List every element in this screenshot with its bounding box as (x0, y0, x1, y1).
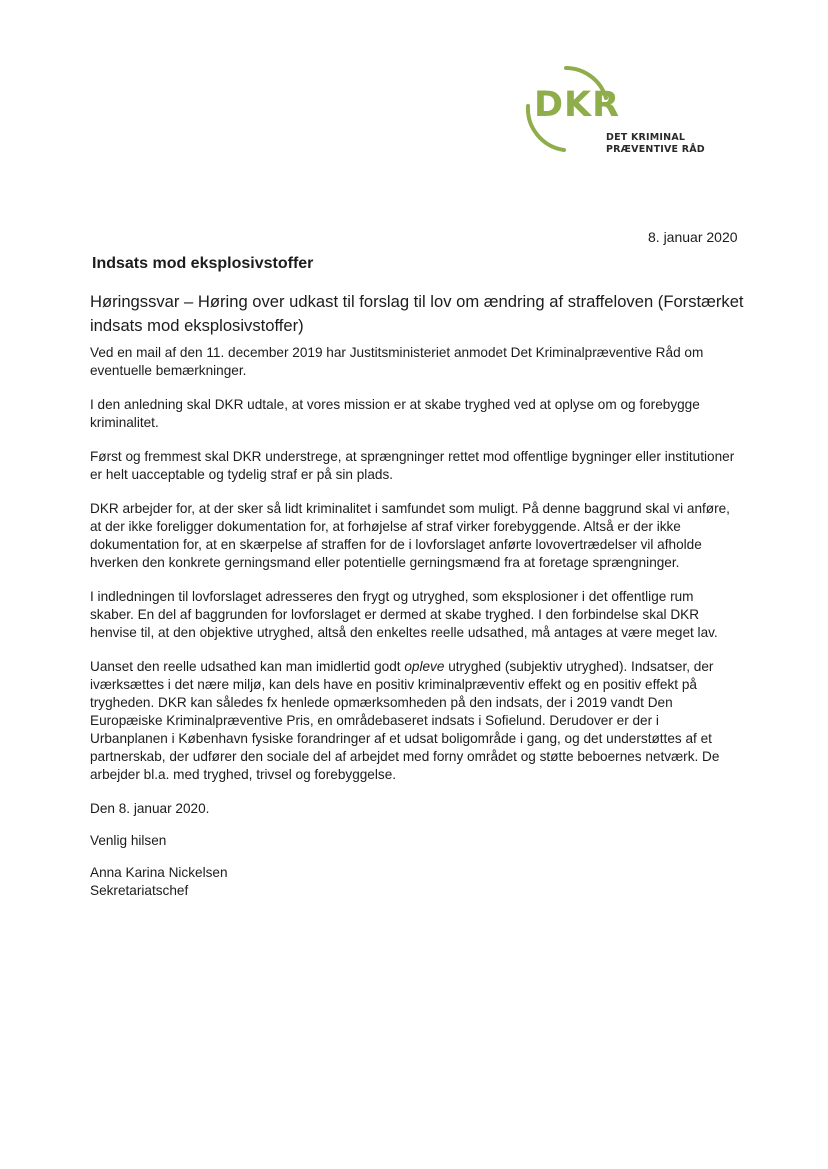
paragraph-3: Først og fremmest skal DKR understrege, at sprængninger rettet mod offentlige bygninger eller institutioner er helt uacceptable og tydelig straf er på sin plads. (90, 449, 735, 482)
paragraph-5: I indledningen til lovforslaget adresseres den frygt og utryghed, som eksplosioner i det offentlige rum skaber. En del af baggrunden for lovforslaget er dermed at skabe tryghed. I den forbindelse skal DKR henvise til, at den objektive utryghed, altså den enkeltes reelle udsathed, må antages at være meget lav. (90, 589, 718, 640)
logo-text-line-2: PRÆVENTIVE RÅD (606, 144, 705, 155)
letter-body (90, 344, 736, 900)
signer-name: Anna Karina Nickelsen (90, 865, 228, 880)
letter-headline: Indsats mod eksplosivstoffer (92, 255, 314, 272)
logo-text-line-1: DET KRIMINAL (606, 132, 686, 143)
greeting: Venlig hilsen (90, 833, 167, 848)
letter-date: 8. januar 2020 (648, 229, 738, 245)
logo-mark: DKR (534, 85, 621, 125)
paragraph-6-end: utryghed (subjektiv utryghed). Indsatser, der iværksættes i det nære miljø, kan dels have en positiv kriminalpræventiv effekt og en positiv effekt på trygheden. DKR kan således fx henlede opmærksomheden på den indsats, der i 2019 vandt Den Europæiske Kriminalpræventive Pris, en områdebaseret indsats i Sofielund. Derudover er der i Urbanplanen i København fysiske forandringer af et udsat boligområde i gang, og det understøttes af et partnerskab, der udfører den sociale del af arbejdet med forny området og støtte beboernes netværk. De arbejder bl.a. med tryghed, trivsel og forebyggelse. (90, 659, 720, 782)
dkr-logo (518, 62, 718, 162)
signer-title: Sekretariatschef (90, 883, 189, 898)
paragraph-4: DKR arbejder for, at der sker så lidt kriminalitet i samfundet som muligt. På denne baggrund skal vi anføre, at der ikke foreligger dokumentation for, at forhøjelse af straf virker forebyggende. Altså er der ikke dokumentation for, at en skærpelse af straffen for de i lovforslaget anførte lovovertrædelser vil afholde hverken den konkrete gerningsmand eller potentielle gerningsmænd fra at foretage sprængninger. (90, 501, 730, 570)
paragraph-2: I den anledning skal DKR udtale, at vores mission er at skabe tryghed ved at oplyse om og forebygge kriminalitet. (90, 397, 700, 430)
paragraph-6-start: Uanset den reelle udsathed kan man imidlertid godt (90, 659, 405, 674)
paragraph-6 (90, 658, 736, 784)
paragraph-6-emphasis: opleve (404, 659, 445, 674)
letter-subject: Høringssvar – Høring over udkast til forslag til lov om ændring af straffeloven (Forstærket indsats mod eksplosivstoffer) (90, 292, 744, 335)
paragraph-1: Ved en mail af den 11. december 2019 har Justitsministeriet anmodet Det Kriminalpræventive Råd om eventuelle bemærkninger. (90, 345, 704, 378)
closing-date: Den 8. januar 2020. (90, 801, 210, 816)
